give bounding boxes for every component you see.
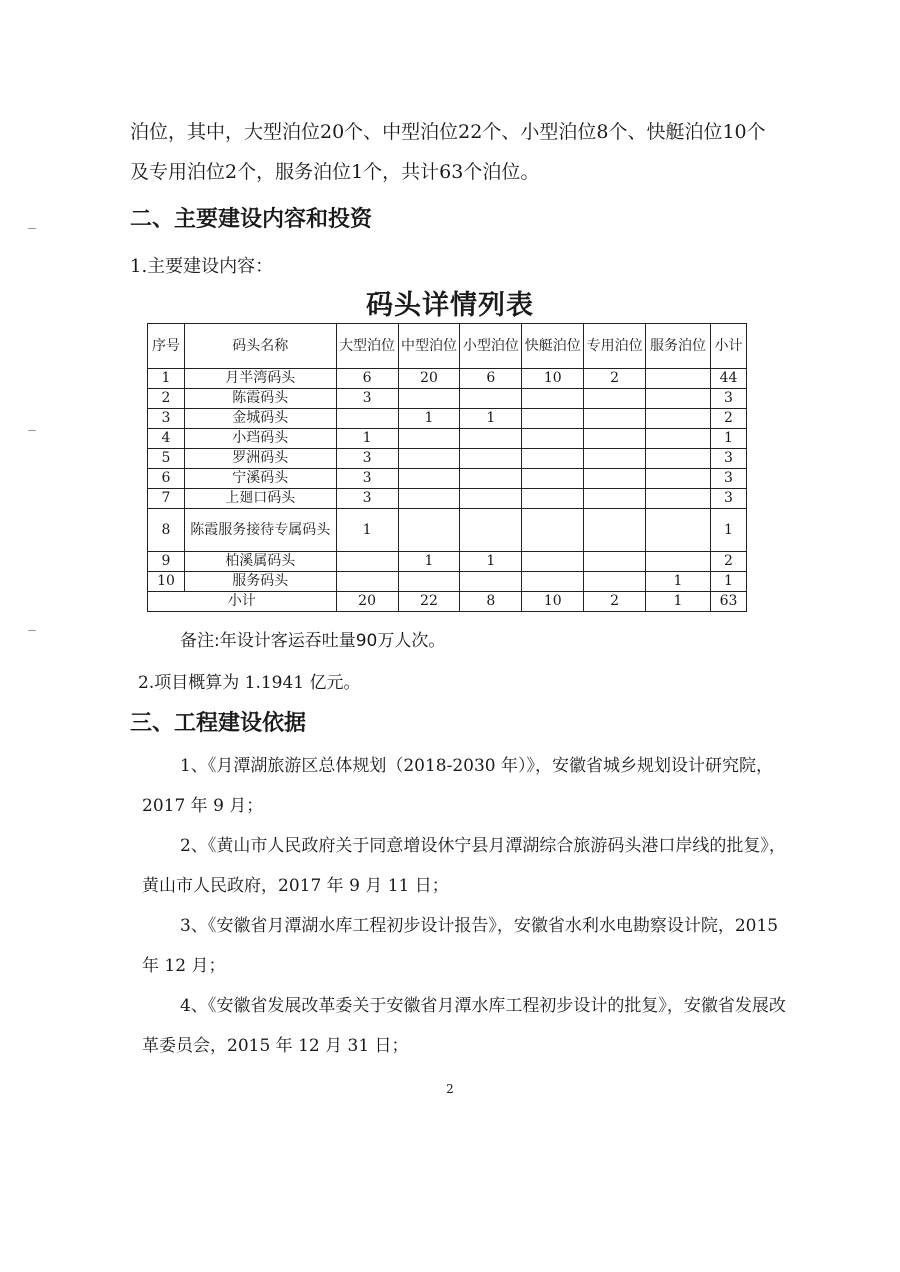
table-cell: 1 bbox=[460, 409, 522, 429]
table-cell: 1 bbox=[398, 409, 460, 429]
table-cell: 22 bbox=[398, 592, 460, 612]
table-cell: 3 bbox=[336, 489, 398, 509]
table-cell bbox=[584, 469, 646, 489]
table-cell bbox=[398, 449, 460, 469]
table-cell: 服务码头 bbox=[184, 572, 336, 592]
table-cell bbox=[336, 572, 398, 592]
basis-item: 2、《黄山市人民政府关于同意增设休宁县月潭湖综合旅游码头港口岸线的批复》，黄山市人民政府，2017 年 9 月 11 日； bbox=[142, 836, 786, 896]
table-header-row bbox=[148, 324, 747, 369]
table-cell: 上廻口码头 bbox=[184, 489, 336, 509]
table-cell bbox=[646, 389, 711, 409]
table-title: 码头详情列表 bbox=[366, 290, 534, 321]
table-cell: 3 bbox=[336, 469, 398, 489]
table-cell bbox=[584, 449, 646, 469]
table-cell: 10 bbox=[522, 592, 584, 612]
table-cell bbox=[460, 469, 522, 489]
table-cell: 63 bbox=[710, 592, 746, 612]
table-cell: 6 bbox=[460, 369, 522, 389]
table-cell: 1 bbox=[710, 509, 746, 552]
table-cell: 2 bbox=[148, 389, 185, 409]
table-cell: 3 bbox=[710, 469, 746, 489]
table-cell bbox=[522, 469, 584, 489]
table-cell: 小计 bbox=[148, 592, 337, 612]
header-cell: 大型泊位 bbox=[336, 324, 398, 369]
table-cell bbox=[460, 389, 522, 409]
scan-margin-mark bbox=[28, 630, 36, 631]
table-cell: 5 bbox=[148, 449, 185, 469]
scan-margin-mark bbox=[28, 430, 36, 431]
table-cell: 柏溪属码头 bbox=[184, 552, 336, 572]
table-cell bbox=[584, 489, 646, 509]
basis-item: 4、《安徽省发展改革委关于安徽省月潭水库工程初步设计的批复》，安徽省发展改革委员会，2015 年 12 月 31 日； bbox=[142, 996, 786, 1056]
table-cell bbox=[398, 469, 460, 489]
intro-paragraph: 泊位，其中，大型泊位20个、中型泊位22个、小型泊位8个、快艇泊位10个及专用泊位2个，服务泊位1个，共计63个泊位。 bbox=[130, 121, 766, 183]
table-cell: 月半湾码头 bbox=[184, 369, 336, 389]
table-cell: 1 bbox=[336, 509, 398, 552]
table-cell: 陈霞服务接待专属码头 bbox=[184, 509, 336, 552]
table-cell: 1 bbox=[646, 592, 711, 612]
header-cell: 小型泊位 bbox=[460, 324, 522, 369]
table-row bbox=[148, 469, 747, 489]
table-cell bbox=[646, 429, 711, 449]
table-cell: 8 bbox=[148, 509, 185, 552]
header-cell: 中型泊位 bbox=[398, 324, 460, 369]
table-cell bbox=[646, 469, 711, 489]
table-cell bbox=[584, 572, 646, 592]
table-row bbox=[148, 409, 747, 429]
table-cell bbox=[584, 409, 646, 429]
table-cell: 1 bbox=[710, 429, 746, 449]
table-cell bbox=[398, 489, 460, 509]
header-cell: 专用泊位 bbox=[584, 324, 646, 369]
table-cell: 小珰码头 bbox=[184, 429, 336, 449]
dock-details-table bbox=[147, 323, 747, 612]
table-cell bbox=[398, 389, 460, 409]
table-cell: 2 bbox=[710, 552, 746, 572]
table-cell: 金城码头 bbox=[184, 409, 336, 429]
table-cell bbox=[336, 409, 398, 429]
table-cell bbox=[522, 572, 584, 592]
table-cell bbox=[646, 369, 711, 389]
table-cell bbox=[336, 552, 398, 572]
table-row bbox=[148, 509, 747, 552]
table-cell bbox=[522, 489, 584, 509]
scan-margin-mark bbox=[28, 228, 36, 229]
table-cell bbox=[522, 552, 584, 572]
subsection-1-label: 1.主要建设内容： bbox=[130, 256, 274, 277]
table-cell: 1 bbox=[148, 369, 185, 389]
table-row bbox=[148, 429, 747, 449]
table-cell bbox=[522, 409, 584, 429]
table-cell: 3 bbox=[336, 389, 398, 409]
table-cell: 3 bbox=[336, 449, 398, 469]
table-cell: 3 bbox=[710, 389, 746, 409]
table-cell: 6 bbox=[336, 369, 398, 389]
table-cell bbox=[584, 552, 646, 572]
table-cell bbox=[460, 572, 522, 592]
table-cell: 3 bbox=[148, 409, 185, 429]
table-cell bbox=[398, 509, 460, 552]
table-cell bbox=[584, 509, 646, 552]
table-cell: 3 bbox=[710, 489, 746, 509]
table-cell: 1 bbox=[336, 429, 398, 449]
table-cell bbox=[646, 449, 711, 469]
table-cell: 20 bbox=[336, 592, 398, 612]
table-cell: 2 bbox=[710, 409, 746, 429]
table-cell: 2 bbox=[584, 592, 646, 612]
header-cell: 码头名称 bbox=[184, 324, 336, 369]
table-row bbox=[148, 489, 747, 509]
table-cell bbox=[646, 409, 711, 429]
table-cell bbox=[646, 509, 711, 552]
table-row bbox=[148, 449, 747, 469]
table-cell: 1 bbox=[710, 572, 746, 592]
table-cell bbox=[646, 489, 711, 509]
table-cell: 陈霞码头 bbox=[184, 389, 336, 409]
table-row bbox=[148, 369, 747, 389]
table-cell bbox=[460, 429, 522, 449]
table-cell bbox=[646, 552, 711, 572]
header-cell: 服务泊位 bbox=[646, 324, 711, 369]
table-cell: 6 bbox=[148, 469, 185, 489]
table-cell bbox=[584, 429, 646, 449]
table-total-row bbox=[148, 592, 747, 612]
table-cell: 8 bbox=[460, 592, 522, 612]
table-cell bbox=[460, 449, 522, 469]
table-cell: 2 bbox=[584, 369, 646, 389]
header-cell: 小计 bbox=[710, 324, 746, 369]
table-row bbox=[148, 552, 747, 572]
table-cell: 10 bbox=[522, 369, 584, 389]
header-cell: 快艇泊位 bbox=[522, 324, 584, 369]
table-cell bbox=[460, 509, 522, 552]
table-cell: 7 bbox=[148, 489, 185, 509]
table-cell: 1 bbox=[398, 552, 460, 572]
header-cell: 序号 bbox=[148, 324, 185, 369]
table-cell bbox=[398, 429, 460, 449]
table-cell bbox=[522, 509, 584, 552]
table-cell bbox=[522, 389, 584, 409]
budget-item: 2.项目概算为 1.1941 亿元。 bbox=[138, 673, 361, 693]
basis-item: 1、《月潭湖旅游区总体规划（2018-2030 年）》，安徽省城乡规划设计研究院，2017 年 9 月； bbox=[142, 756, 773, 816]
table-cell: 10 bbox=[148, 572, 185, 592]
table-cell bbox=[522, 449, 584, 469]
table-cell: 44 bbox=[710, 369, 746, 389]
table-cell: 1 bbox=[460, 552, 522, 572]
section-2-heading: 二、主要建设内容和投资 bbox=[130, 207, 373, 232]
table-cell: 1 bbox=[646, 572, 711, 592]
section-3-heading: 三、工程建设依据 bbox=[130, 711, 307, 736]
basis-item: 3、《安徽省月潭湖水库工程初步设计报告》，安徽省水利水电勘察设计院，2015 年 12 月； bbox=[142, 916, 779, 976]
table-cell: 3 bbox=[710, 449, 746, 469]
table-cell bbox=[584, 389, 646, 409]
table-row bbox=[148, 389, 747, 409]
table-cell bbox=[398, 572, 460, 592]
table-cell bbox=[460, 489, 522, 509]
table-cell: 罗洲码头 bbox=[184, 449, 336, 469]
table-cell bbox=[522, 429, 584, 449]
table-cell: 9 bbox=[148, 552, 185, 572]
table-cell: 宁溪码头 bbox=[184, 469, 336, 489]
table-note: 备注:年设计客运吞吐量90万人次。 bbox=[180, 631, 446, 651]
page-number: 2 bbox=[446, 1082, 454, 1096]
table-cell: 4 bbox=[148, 429, 185, 449]
table-cell: 20 bbox=[398, 369, 460, 389]
table-row bbox=[148, 572, 747, 592]
